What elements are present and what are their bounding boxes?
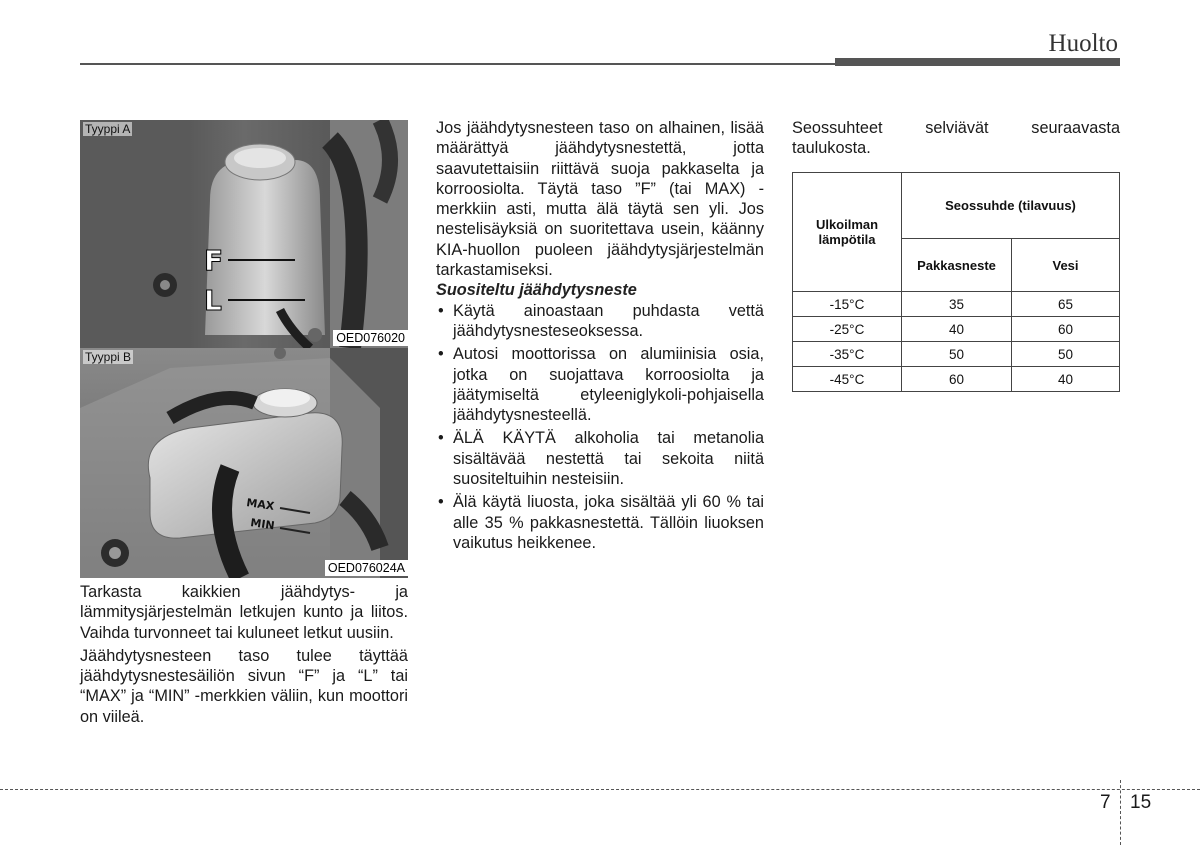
water-cell: 50 bbox=[1012, 342, 1120, 367]
coolant-mix-table bbox=[792, 172, 1120, 392]
antifreeze-cell: 40 bbox=[902, 317, 1012, 342]
header-temperature: Ulkoilman lämpötila bbox=[793, 173, 902, 292]
figure-type-a bbox=[80, 120, 408, 348]
coolant-reservoir-photo-b bbox=[80, 348, 408, 578]
list-item: • Käytä ainoastaan puhdasta vettä jäähdytysnesteseoksessa. bbox=[438, 301, 764, 340]
coolant-level-paragraph: Jäähdytysnesteen taso tulee täyttää jäähdytysnestesäiliön sivun “F” ja “L” tai “MAX” ja “MIN” -merkkien väliin, kun moottori on viileä. bbox=[80, 646, 408, 726]
low-coolant-paragraph: Jos jäähdytysnesteen taso on alhainen, lisää määrättyä jäähdytysnestettä, jotta saavutettaisiin riittävä suoja pakkaselta ja korroosiolta. Täytä taso ”F” (tai MAX) -merkkiin asti, mutta älä täytä sen yli. Jos nestelisäyksiä on suoritettava usein, käänny KIA-huollon puoleen jäähdytysjärjestelmän tarkastamiseksi. bbox=[436, 119, 764, 280]
left-column bbox=[80, 582, 408, 727]
figure-a-label: Tyyppi A bbox=[85, 122, 131, 136]
table-row bbox=[793, 342, 1120, 367]
temp-cell: -15°C bbox=[793, 292, 902, 317]
page-header-title: Huolto bbox=[1048, 30, 1118, 57]
list-item: • Autosi moottorissa on alumiinisia osia, jotka on suojattava korroosiolta ja jäätymiseltä etyleeniglykoli-pohjaisella jäähdytysnesteellä. bbox=[438, 345, 764, 425]
chapter-number: 7 bbox=[1100, 792, 1111, 813]
bullet-icon: • bbox=[438, 345, 444, 364]
antifreeze-cell: 60 bbox=[902, 367, 1012, 392]
footer-page-divider bbox=[1120, 780, 1121, 845]
footer-divider bbox=[0, 789, 1200, 790]
table-row bbox=[793, 292, 1120, 317]
svg-text:MAX: MAX bbox=[245, 496, 276, 513]
figure-b-label: Tyyppi B bbox=[85, 350, 132, 364]
figure-a-code: OED076020 bbox=[333, 330, 408, 346]
antifreeze-cell: 50 bbox=[902, 342, 1012, 367]
hose-check-paragraph: Tarkasta kaikkien jäähdytys- ja lämmitysjärjestelmän letkujen kunto ja liitos. Vaihda turvonneet tai kuluneet letkut uusiin. bbox=[80, 583, 408, 642]
coolant-bullet-list bbox=[436, 301, 764, 554]
svg-text:F: F bbox=[204, 244, 224, 277]
temp-cell: -35°C bbox=[793, 342, 902, 367]
water-cell: 40 bbox=[1012, 367, 1120, 392]
header-bar bbox=[835, 58, 1120, 66]
header-antifreeze: Pakkasneste bbox=[902, 239, 1012, 292]
figure-b-code: OED076024A bbox=[325, 560, 408, 576]
svg-text:MIN: MIN bbox=[249, 516, 276, 533]
middle-column bbox=[436, 118, 764, 556]
svg-text:L: L bbox=[204, 284, 222, 317]
header-water: Vesi bbox=[1012, 239, 1120, 292]
temp-cell: -45°C bbox=[793, 367, 902, 392]
bullet-icon: • bbox=[438, 429, 444, 448]
table-row bbox=[793, 317, 1120, 342]
right-column bbox=[792, 118, 1120, 159]
table-intro: Seossuhteet selviävät seuraavasta taulukosta. bbox=[792, 119, 1120, 158]
antifreeze-cell: 35 bbox=[902, 292, 1012, 317]
list-item: • ÄLÄ KÄYTÄ alkoholia tai metanolia sisältävää nestettä tai sekoita niitä suositeltuihin nesteisiin. bbox=[438, 429, 764, 489]
header-mix-ratio: Seossuhde (tilavuus) bbox=[902, 173, 1120, 239]
bullet-icon: • bbox=[438, 301, 444, 320]
recommended-coolant-heading: Suositeltu jäähdytysneste bbox=[436, 281, 637, 300]
bullet-icon: • bbox=[438, 493, 444, 512]
water-cell: 65 bbox=[1012, 292, 1120, 317]
figure-type-b bbox=[80, 348, 408, 578]
table-row bbox=[793, 367, 1120, 392]
temp-cell: -25°C bbox=[793, 317, 902, 342]
page-number: 15 bbox=[1130, 792, 1152, 813]
coolant-reservoir-photo-a bbox=[80, 120, 408, 348]
water-cell: 60 bbox=[1012, 317, 1120, 342]
list-item: • Älä käytä liuosta, joka sisältää yli 60 % tai alle 35 % pakkasnestettä. Tällöin liuoksen vaikutus heikkenee. bbox=[438, 493, 764, 552]
